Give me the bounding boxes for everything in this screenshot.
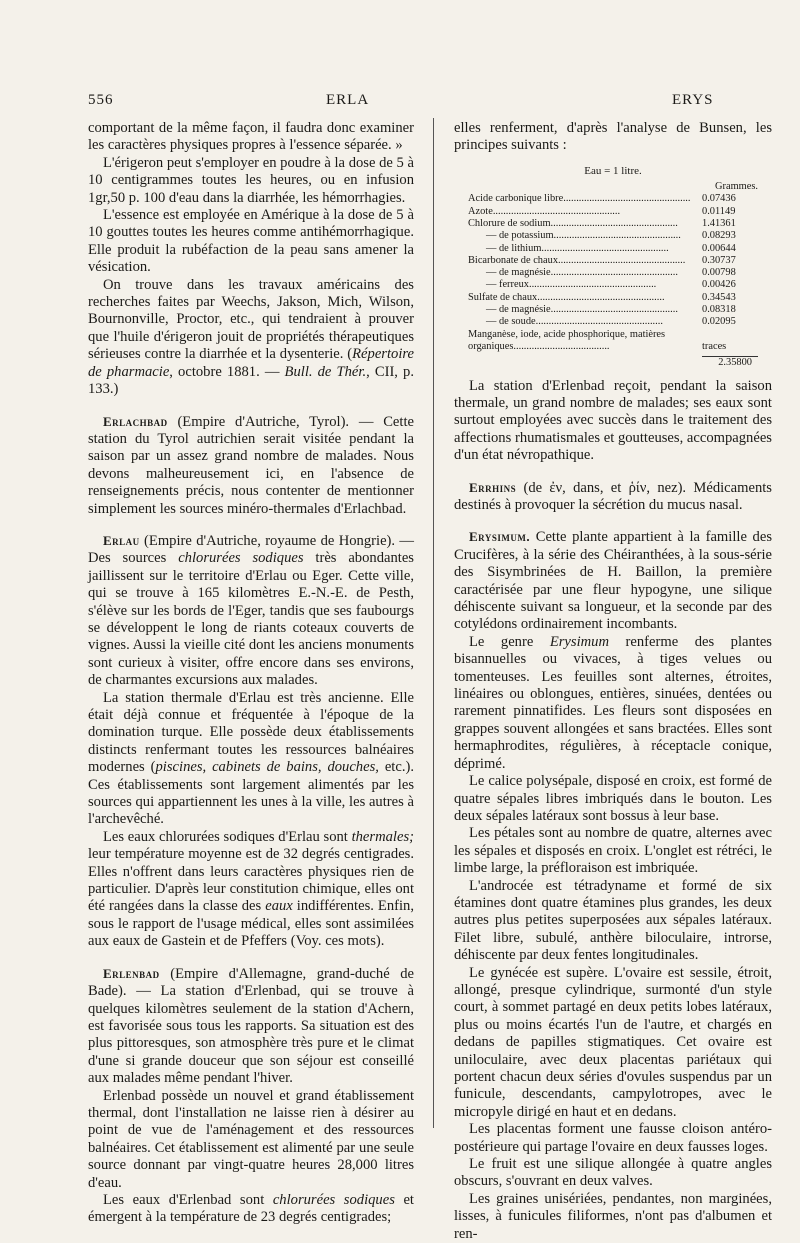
column-divider (433, 118, 434, 1128)
table-row (468, 255, 758, 267)
right-column (454, 120, 772, 1243)
paragraph: L'androcée est tétradyname et formé de six étamines dont quatre étamines plus grandes, les deux autres plus petites superposées aux sépales latéraux. Filet libre, subulé, anthère biloculaire, introrse, déhiscente par deux fentes longitudinales. (454, 877, 772, 964)
table-row (468, 292, 758, 304)
paragraph: La station thermale d'Erlau est très ancienne. Elle était déjà connue et fréquentée à l'époque de la domination turque. Elle possède deux établissements distincts renfermant toutes les ressources balnéaires modernes (piscines, cabinets de bains, douches, etc.). Ces établissements sont largement alimentés par les sources qui appartiennent les unes à la ville, les autres à l'archevêché. (88, 689, 414, 828)
paragraph: Le gynécée est supère. L'ovaire est sessile, étroit, allongé, presque cylindrique, surmonté d'un style court, à sommet partagé en deux petits lobes latéraux, plus ou moins écartés l'un de l'autre, et chargés en dedans de papilles stigmatiques. Cet ovaire est uniloculaire, avec deux placentas pariétaux qui portent chacun deux séries d'ovules suspendus par un funicule, descendants, campylotropes, avec le micropyle dirigé en haut et en dedans. (454, 964, 772, 1120)
table-row (468, 279, 758, 291)
headword: Erysimum. (469, 529, 531, 545)
page-number: 556 (88, 92, 114, 108)
paragraph: Le fruit est une silique allongée à quatre angles obscurs, s'ouvrant en deux valves. (454, 1156, 772, 1190)
table-cell-value: 0.00426 (702, 279, 736, 291)
left-running-head: ERLA (326, 92, 370, 108)
table-row (468, 218, 758, 230)
entry-errhins: Errhins (de ἐν, dans, et ῥίν, nez). Médicaments destinés à provoquer la sécrétion du mucus nasal. (454, 479, 772, 513)
table-cell-value: 0.01149 (702, 205, 736, 217)
table-rows (468, 193, 758, 328)
running-header (88, 92, 770, 116)
table-cell-value: 1.41361 (702, 218, 736, 229)
headword: Erlau (103, 532, 140, 548)
table-unit: Grammes. (715, 181, 758, 193)
table-cell-name: — de potassium................................................. (486, 230, 681, 242)
table-total: 2.35800 (702, 356, 758, 369)
paragraph: Erlenbad possède un nouvel et grand établissement thermal, dont l'installation ne laisse rien à désirer au point de vue de l'aménagement et des ressources balnéaires. Cet établissement est alimenté par une seule source donnant par vingt-quatre heures 28,000 litres d'eau. (88, 1087, 414, 1191)
paragraph: Le genre Erysimum renferme des plantes bisannuelles ou vivaces, à tiges velues ou tomenteuses. Les feuilles sont alternes, étroites, linéaires ou oblongues, entières, sinuées, dentées ou rarement pinnatifides. Les fleurs sont disposées en grappes souvent allongées et sans bractées. Elles sont hermaphrodites, régulières, à réceptacle conique, déprimé. (454, 633, 772, 772)
right-running-head: ERYS (672, 92, 714, 108)
left-column (88, 120, 414, 1227)
table-cell-name: — ferreux................................................. (486, 279, 657, 291)
table-cell-name: Chlorure de sodium................................................. (468, 218, 678, 229)
paragraph: Les eaux chlorurées sodiques d'Erlau sont thermales; leur température moyenne est de 32 degrés centigrades. Elles n'offrent dans leurs caractères physiques rien de particulier. D'après leur constitution chimique, elles ont été rangées dans la classe des eaux indifférentes. Enfin, sous le rapport de l'usage médical, elles sont assimilées aux eaux de Gastein et de Pfeffers (Voy. ces mots). (88, 828, 415, 950)
paragraph: Les graines unisériées, pendantes, non marginées, lisses, à funicules filiformes, n'ont pas d'albumen et ren- (454, 1190, 772, 1242)
table-cell-value: traces (702, 340, 727, 352)
entry-erlenbad: Erlenbad (Empire d'Allemagne, grand-duché de Bade). — La station d'Erlenbad, qui se trouve à quelques kilomètres seulement de la station d'Achern, est favorisée sous tous les rapports. Sa situation est des plus pittoresques, son atmosphère très pure et le climat d'une si grande douceur que son séjour est conseillé aux malades même pendant l'hiver. (88, 965, 414, 1087)
entry-erlachbad: Erlachbad (Empire d'Autriche, Tyrol). — Cette station du Tyrol autrichien serait visitée pendant la saison par un assez grand nombre de malades. Nous devons malheureusement ici, en l'absence de renseignements précis, nous contenter de mentionner simplement les sources minéro-thermales d'Erlachbad. (88, 413, 414, 517)
table-caption: Eau = 1 litre. (584, 164, 642, 177)
headword: Errhins (469, 479, 517, 495)
table-cell-value: 0.00644 (702, 242, 736, 254)
table-cell-value: 0.07436 (702, 193, 736, 205)
table-cell-name: Acide carbonique libre................................................. (468, 193, 691, 205)
table-cell-name: organiques..................................... (468, 340, 610, 352)
paragraph: Le calice polysépale, disposé en croix, est formé de quatre sépales libres imbriqués dans le bouton. Les deux sépales latéraux sont bossus à leur base. (454, 773, 772, 824)
table-cell-value: 0.00798 (702, 267, 736, 279)
table-cell-name: Azote................................................. (468, 205, 621, 217)
headword: Erlachbad (103, 413, 168, 429)
table-row (468, 316, 758, 328)
table-cell-name: — de lithium................................................. (486, 242, 669, 254)
table-cell-value: 0.08318 (702, 304, 736, 316)
table-row (468, 230, 758, 242)
paragraph: Les eaux d'Erlenbad sont chlorurées sodiques et émergent à la température de 23 degrés centigrades; (88, 1191, 414, 1226)
headword: Erlenbad (103, 965, 160, 981)
table-cell-value: 0.02095 (702, 316, 736, 328)
paragraph: La station d'Erlenbad reçoit, pendant la saison thermale, un grand nombre de malades; ses eaux sont surtout employées avec succès dans le traitement des affections rhumatismales et goutteuses, accompagnées d'un état névropathique. (454, 377, 772, 464)
table-row (468, 267, 758, 279)
table-cell-name: Bicarbonate de chaux................................................. (468, 254, 686, 266)
paragraph: elles renferment, d'après l'analyse de Bunsen, les principes suivants : (454, 120, 772, 154)
table-row (468, 341, 758, 353)
table-cell-value: 0.08293 (702, 230, 736, 242)
table-cell-name: — de magnésie................................................. (486, 267, 678, 279)
paragraph: comportant de la même façon, il faudra donc examiner les caractères physiques propres à l'essence séparée. » (88, 120, 414, 154)
table-row (468, 304, 758, 316)
paragraph: Les pétales sont au nombre de quatre, alternes avec les sépales et disposés en croix. L'onglet est rétréci, le limbe large, la préfloraison est imbriquée. (454, 825, 772, 877)
entry-erysimum: Erysimum. Cette plante appartient à la famille des Crucifères, à la série des Chéiranthées, à la sous-série des Sisymbrinées de H. Baillon, la première caractérisée par une fleur hypogyne, une silique déhiscente suivant sa longueur, et la seconde par des cotylédons ordinairement incombants. (454, 529, 772, 633)
table-row: Manganèse, iode, acide phosphorique, matières (468, 328, 666, 340)
table-cell-name: Sulfate de chaux................................................. (468, 291, 665, 303)
entry-erlau: Erlau (Empire d'Autriche, royaume de Hongrie). — Des sources chlorurées sodiques très abondantes jaillissent sur le territoire d'Erlau ou Eger. Cette ville, qui se trouve à 165 kilomètres E.-N.-E. de Pesth, s'élève sur les bords de l'Eger, tandis que ses faubourgs se développent le long de riants coteaux couverts de vignes. Aussi la vieille cité dont les anciens monuments sont curieux à visiter, offre encore dans ses environs, de charmantes excursions aux malades. (88, 532, 414, 689)
table-cell-value: 0.30737 (702, 254, 736, 266)
paragraph: Les placentas forment une fausse cloison antéro-postérieure qui partage l'ovaire en deux fausses loges. (454, 1121, 772, 1155)
analysis-table (468, 165, 758, 370)
paragraph: L'érigeron peut s'employer en poudre à la dose de 5 à 10 centigrammes toutes les heures, ou en infusion 1gr,50 p. 100 d'eau dans la diarrhée, les hémorrhagies. (88, 154, 414, 206)
table-row (468, 206, 758, 218)
paragraph: L'essence est employée en Amérique à la dose de 5 à 10 gouttes toutes les heures comme antihémorrhagique. Elle produit la rubéfaction de la peau sans amener la vésication. (88, 207, 414, 276)
table-row (468, 193, 758, 205)
table-cell-value: 0.34543 (702, 291, 736, 303)
table-row (468, 243, 758, 255)
paragraph: On trouve dans les travaux américains des recherches faites par Weechs, Jakson, Mich, Wilson, Bournonville, Proctor, etc., qui tendraient à prouver que l'huile d'érigeron jouit de propriétés thérapeutiques sérieuses contre la diarrhée et la dysenterie. (Répertoire de pharmacie, octobre 1881. — Bull. de Thér., CII, p. 133.) (88, 276, 414, 398)
table-cell-name: — de soude................................................. (486, 316, 663, 328)
table-cell-name: — de magnésie................................................. (486, 304, 678, 316)
